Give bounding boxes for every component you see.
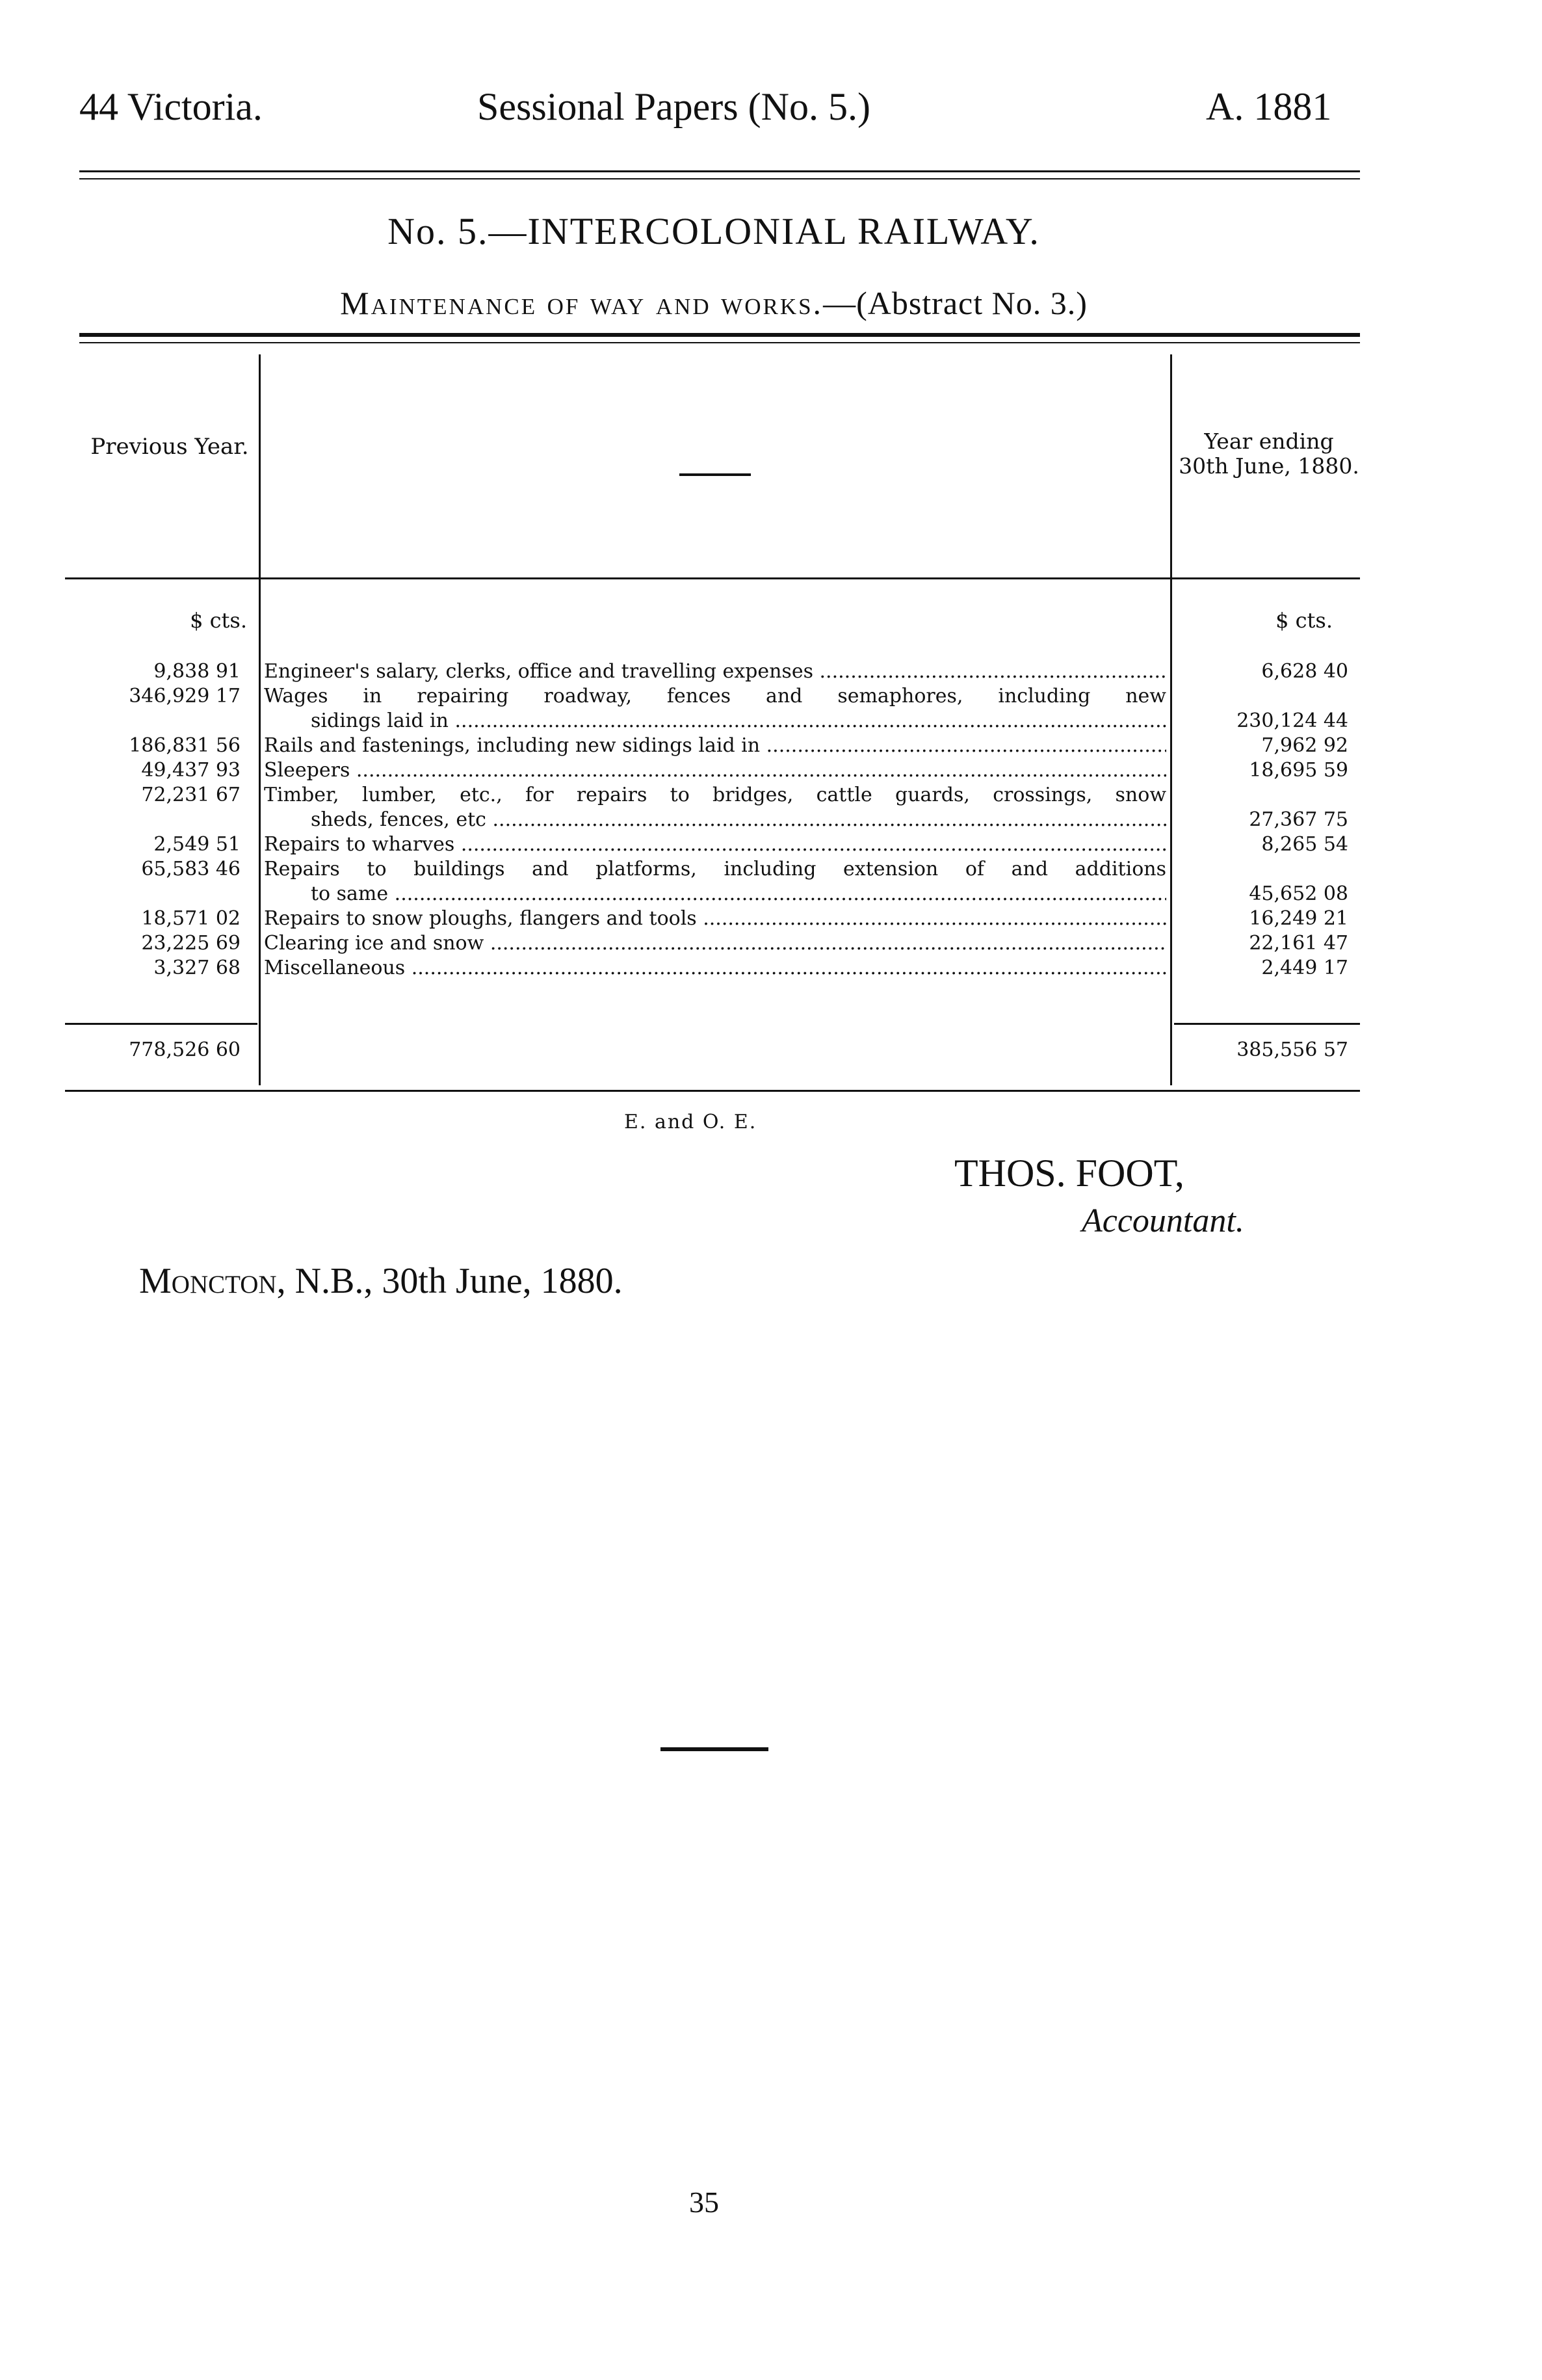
subtitle-smallcaps: Maintenance of way and works. (340, 285, 824, 321)
item-description-text: Repairs to wharves (264, 833, 455, 856)
year-ending-amount: 22,161 47 (1249, 932, 1348, 955)
total-year-ending: 385,556 57 (1236, 1038, 1348, 1061)
item-description-text: Repairs to snow ploughs, flangers and tools (264, 907, 697, 930)
item-description-text: Repairs to buildings and platforms, including extension of and additions (264, 858, 1166, 880)
table-top-rule-thin (79, 342, 1360, 343)
previous-year-amount: 9,838 91 (153, 660, 241, 683)
year-ending-amount: 2,449 17 (1261, 957, 1348, 979)
running-head-center: Sessional Papers (No. 5.) (477, 85, 870, 128)
dot-leader (405, 957, 1166, 979)
previous-year-amount: 186,831 56 (129, 734, 241, 757)
year-ending-amount: 6,628 40 (1261, 660, 1348, 683)
subtitle-rest: —(Abstract No. 3.) (823, 285, 1088, 321)
previous-year-amount: 49,437 93 (141, 759, 241, 782)
item-description (264, 857, 1166, 882)
dot-leader (350, 759, 1166, 782)
item-description-continued (311, 882, 1166, 906)
item-description-text: sheds, fences, etc (311, 808, 486, 831)
total-rule-right (1174, 1023, 1360, 1025)
signature-title: Accountant. (1082, 1202, 1244, 1239)
year-ending-amount: 18,695 59 (1249, 759, 1348, 782)
previous-year-amount: 346,929 17 (129, 685, 241, 707)
year-ending-amount: 45,652 08 (1249, 882, 1348, 905)
page-title: No. 5.—INTERCOLONIAL RAILWAY. (387, 210, 1040, 252)
col-divider-left (259, 354, 261, 1085)
dot-leader (484, 932, 1166, 955)
year-ending-amount: 230,124 44 (1236, 709, 1348, 732)
table-bottom-rule (65, 1090, 1360, 1092)
previous-year-amount: 65,583 46 (141, 858, 241, 880)
dot-leader (760, 734, 1166, 757)
dot-leader (454, 833, 1166, 856)
previous-year-amount: 18,571 02 (141, 907, 241, 930)
errors-omissions-note: E. and O. E. (624, 1111, 757, 1133)
item-description-text: Sleepers (264, 759, 350, 782)
item-description (264, 931, 1166, 956)
item-description-text: Miscellaneous (264, 957, 406, 979)
year-ending-amount: 7,962 92 (1261, 734, 1348, 757)
item-description-text: Clearing ice and snow (264, 932, 484, 955)
header-year-ending: Year ending 30th June, 1880. (1179, 429, 1359, 479)
header-rule (65, 577, 1360, 579)
year-ending-amount: 8,265 54 (1261, 833, 1348, 856)
item-description (264, 734, 1166, 758)
page-subtitle (0, 284, 1428, 322)
item-description-text: Timber, lumber, etc., for repairs to bridges, cattle guards, crossings, snow (264, 784, 1166, 806)
item-description-text: Rails and fastenings, including new sidings laid in (264, 734, 761, 757)
previous-year-amount: 23,225 69 (141, 932, 241, 955)
previous-year-amount: 72,231 67 (141, 784, 241, 806)
year-ending-amount: 16,249 21 (1249, 907, 1348, 930)
head-rule-top (79, 170, 1360, 172)
item-description-text: Wages in repairing roadway, fences and semaphores, including new (264, 685, 1166, 707)
total-rule-left (65, 1023, 257, 1025)
item-description (264, 659, 1166, 684)
unit-left: $ cts. (190, 608, 247, 633)
item-description (264, 684, 1166, 709)
place-rest: , N.B., 30th June, 1880. (276, 1261, 623, 1301)
item-description (264, 906, 1166, 931)
signature-name: THOS. FOOT, (954, 1152, 1184, 1195)
unit-right: $ cts. (1275, 608, 1333, 633)
table-top-rule (79, 333, 1360, 337)
place-smallcaps: Moncton (139, 1261, 277, 1301)
dot-leader (388, 882, 1166, 905)
item-description-continued (311, 709, 1166, 734)
year-ending-amount: 27,367 75 (1249, 808, 1348, 831)
running-head-right: A. 1881 (1206, 85, 1332, 128)
item-description (264, 956, 1166, 981)
ornament-dash (660, 1747, 768, 1751)
item-description-text: to same (311, 882, 389, 905)
previous-year-amount: 2,549 51 (153, 833, 241, 856)
previous-year-amount: 3,327 68 (153, 957, 241, 979)
total-previous-year: 778,526 60 (129, 1038, 241, 1061)
header-previous-year: Previous Year. (90, 434, 249, 460)
page-number: 35 (689, 2186, 719, 2219)
dot-leader (486, 808, 1166, 831)
item-description-text: sidings laid in (311, 709, 449, 732)
head-rule-bottom (79, 178, 1360, 179)
item-description-continued (311, 808, 1166, 832)
item-description-text: Engineer's salary, clerks, office and travelling expenses (264, 660, 813, 683)
place-date (139, 1260, 623, 1302)
col-divider-right (1170, 354, 1172, 1085)
dot-leader (813, 660, 1166, 683)
running-head-left: 44 Victoria. (79, 85, 263, 128)
dot-leader (697, 907, 1166, 930)
item-description (264, 832, 1166, 857)
item-description (264, 758, 1166, 783)
item-description (264, 783, 1166, 808)
header-desc-dash (679, 473, 751, 476)
dot-leader (449, 709, 1166, 732)
